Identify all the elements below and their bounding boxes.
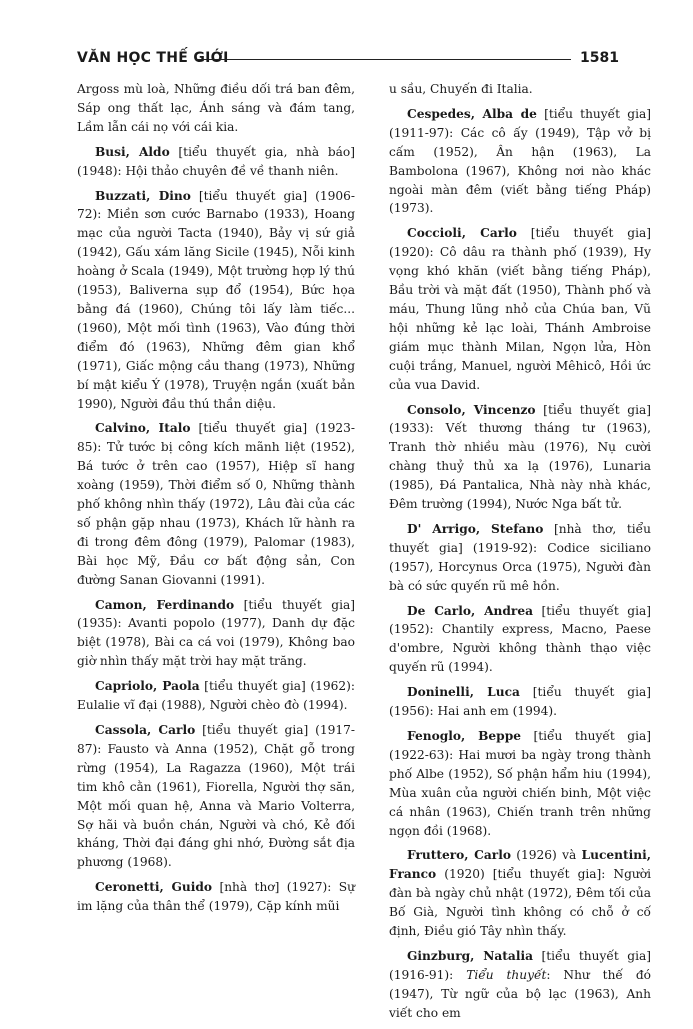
running-header	[77, 50, 619, 70]
entry-ginzburg: Ginzburg, Natalia [tiểu thuyết gia] (1916-91): Tiểu thuyết: Như thế đó (1947), Từ ngữ của bộ lạc (1963), Anh viết cho em	[389, 948, 651, 1020]
entry-name: Cassola, Carlo	[95, 723, 196, 737]
entry-fruttero-lucentini: Fruttero, Carlo (1926) và Lucentini, Franco (1920) [tiểu thuyết gia]: Người đàn bà ngày chủ nhật (1972), Đêm tối của Bố Già, Người tình không có chỗ ở cố định, Điều gió Tây nhìn thấy.	[389, 848, 651, 939]
entry-cassola: Cassola, Carlo [tiểu thuyết gia] (1917-87): Fausto và Anna (1952), Chặt gỗ trong rừng (1954), La Ragazza (1960), Một trái tim khô cằn (1961), Fiorella, Người thợ săn, Một mối quan hệ, Anna và Mario Volterra, Sợ hãi và buồn chán, Người và chó, Kẻ đối kháng, Thời đại đáng ghi nhớ, Đường sắt địa phương (1968).	[77, 723, 355, 870]
entry-continuation: Argoss mù loà, Những điều dối trá ban đêm, Sáp ong thất lạc, Ánh sáng và đám tang, Lầm lẫn cái nọ với cái kia.	[77, 82, 355, 134]
entry-consolo: Consolo, Vincenzo [tiểu thuyết gia] (1933): Vết thương tháng tư (1963), Tranh thờ nhiều màu (1976), Nụ cười chàng thuỷ thủ xa lạ (1976), Lunaria (1985), Đá Pantalica, Nhà này nhà khác, Đêm trường (1994), Nước Nga bất tử.	[389, 402, 651, 512]
right-column	[389, 80, 651, 1029]
entry-name: Consolo, Vincenzo	[407, 402, 536, 417]
entry-buzzati: Buzzati, Dino [tiểu thuyết gia] (1906-72): Miền sơn cước Barnabo (1933), Hoang mạc của người Tacta (1940), Bảy vị sứ giả (1942), Gấu xám lăng Sicile (1945), Nỗi kinh hoàng ở Scala (1949), Một trường hợp lý thú (1953), Baliverna sụp đổ (1954), Bức họa bằng đá (1960), Chúng tôi lấy làm tiếc... (1960), Một mối tình (1963), Vào đúng thời điểm đó (1963), Những đêm gian khổ (1971), Giấc mộng cầu thang (1973), Những bí mật kiểu Ý (1978), Truyện ngắn (xuất bản 1990), Người đầu thú thần diệu.	[77, 188, 355, 411]
entry-name: Ginzburg, Natalia	[407, 948, 533, 963]
entry-name-second: Lucentini, Franco	[389, 848, 651, 882]
entry-name: Buzzati, Dino	[95, 188, 191, 203]
entry-camon: Camon, Ferdinando [tiểu thuyết gia] (1935): Avanti popolo (1977), Danh dự đặc biệt (1978), Bài ca cá voi (1979), Không bao giờ nhìn thấy mặt trời hay mặt trăng.	[77, 597, 355, 669]
header-rule	[195, 59, 571, 60]
entry-coccioli: Coccioli, Carlo [tiểu thuyết gia] (1920): Cô dâu ra thành phố (1939), Hy vọng khó khăn (viết bằng tiếng Pháp), Bầu trời và mặt đất (1950), Thành phố và máu, Thung lũng nhỏ của Chúa ban, Vũ hội những kẻ lạc loài, Thánh Ambroise giám mục thành Milan, Ngọn lửa, Hòn cuội trắng, Manuel, người Mêhicô, Hồi ức của vua David.	[389, 226, 651, 392]
left-column	[77, 80, 355, 922]
entry-name: Fruttero, Carlo	[407, 848, 511, 863]
entry-busi: Busi, Aldo [tiểu thuyết gia, nhà báo] (1948): Hội thảo chuyên đề về thanh niên.	[77, 144, 355, 178]
entry-capriolo: Capriolo, Paola [tiểu thuyết gia] (1962): Eulalie vĩ đại (1988), Người chèo đò (1994).	[77, 679, 355, 713]
entry-name: Cespedes, Alba de	[407, 106, 537, 121]
entry-fenoglo: Fenoglo, Beppe [tiểu thuyết gia] (1922-63): Hai mươi ba ngày trong thành phố Albe (1952), Số phận hẩm hiu (1994), Mùa xuân của người chiến binh, Một việc cá nhân (1963), Chiến tranh trên những ngọn đồi (1968).	[389, 729, 651, 838]
entry-name: Doninelli, Luca	[407, 685, 520, 700]
entry-doninelli: Doninelli, Luca [tiểu thuyết gia] (1956): Hai anh em (1994).	[389, 685, 651, 719]
entry-decarlo: De Carlo, Andrea [tiểu thuyết gia] (1952): Chantily express, Macno, Paese d'ombre, Người không thành thạo việc quyến rũ (1994).	[389, 603, 651, 675]
entry-name: De Carlo, Andrea	[407, 603, 533, 618]
entry-calvino: Calvino, Italo [tiểu thuyết gia] (1923-85): Tử tước bị công kích mãnh liệt (1952), Bá tước ở trên cao (1957), Hiệp sĩ hang xoàng (1959), Thời điểm số 0, Những thành phố không nhìn thấy (1972), Lâu đài của các số phận gặp nhau (1973), Khách lữ hành ra đi trong đêm đông (1979), Palomar (1983), Bài học Mỹ, Đầu cơ bất động sản, Con đường Sanan Giovanni (1991).	[77, 421, 355, 587]
entry-name: Camon, Ferdinando	[95, 597, 235, 612]
entry-name: Ceronetti, Guido	[95, 880, 213, 895]
entry-name: Fenoglo, Beppe	[407, 729, 521, 743]
entry-name: Busi, Aldo	[95, 144, 170, 159]
entry-continuation: u sầu, Chuyến đi Italia.	[389, 82, 533, 96]
header-title: VĂN HỌC THẾ GIỚI	[77, 50, 229, 66]
entry-darrigo: D' Arrigo, Stefano [nhà thơ, tiểu thuyết gia] (1919-92): Codice siciliano (1957), Horcynus Orca (1975), Người đàn bà có sức quyến rũ mê hồn.	[389, 521, 651, 593]
italic-label: Tiểu thuyết	[466, 967, 547, 982]
entry-name: D' Arrigo, Stefano	[407, 521, 544, 536]
page-number: 1581	[580, 50, 619, 66]
entry-name: Coccioli, Carlo	[407, 226, 517, 241]
entry-ceronetti: Ceronetti, Guido [nhà thơ] (1927): Sự im lặng của thân thể (1979), Cặp kính mũi	[77, 880, 355, 914]
entry-name: Calvino, Italo	[95, 421, 191, 436]
entry-cespedes: Cespedes, Alba de [tiểu thuyết gia] (1911-97): Các cô ấy (1949), Tập vở bị cấm (1952), Ân hận (1963), La Bambolona (1967), Không nơi nào khác ngoài màn đêm (viết bằng tiếng Pháp) (1973).	[389, 106, 651, 216]
entry-name: Capriolo, Paola	[95, 679, 200, 694]
